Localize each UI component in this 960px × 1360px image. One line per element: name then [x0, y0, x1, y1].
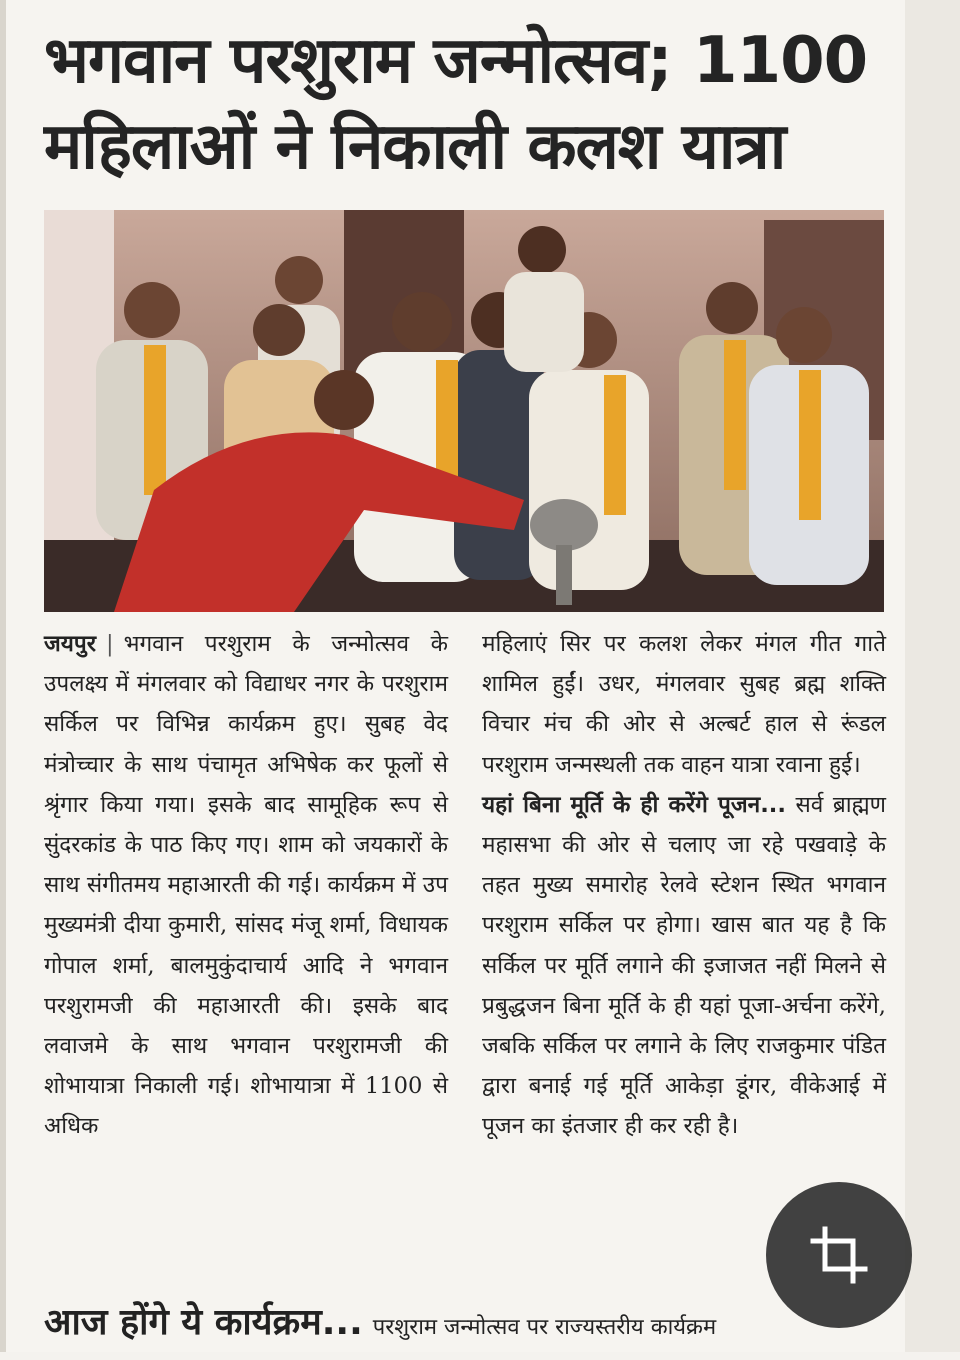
column-1-text: भगवान परशुराम के जन्मोत्सव के उपलक्ष्य में मंगलवार को विद्याधर नगर के परशुराम सर्किल पर विभिन्न कार्यक्रम हुए। सुबह वेद मंत्रोच्चार के साथ पंचामृत अभिषेक कर फूलों से श्रृंगार किया गया। इसके बाद सामूहिक रूप से सुंदरकांड के पाठ किए गए। शाम को जयकारों के साथ संगीतमय महाआरती की गई। कार्यक्रम में उप मुख्यमंत्री दीया कुमारी, सांसद मंजू शर्मा, विधायक गोपाल शर्मा, बालमुकुंदाचार्य आदि ने भगवान परशुरामजी की महाआरती की। इसके बाद लवाजमे के साथ भगवान परशुरामजी की शोभायात्रा निकाली गई। शोभायात्रा में 1100 से अधिक	[44, 631, 448, 1140]
today-programs-line	[44, 1296, 904, 1345]
headline	[44, 18, 894, 190]
crop-button[interactable]	[766, 1182, 912, 1328]
adjacent-page-strip	[905, 0, 960, 1352]
today-programs-heading: आज होंगे ये कार्यक्रम...	[44, 1302, 363, 1343]
page-edge	[0, 0, 6, 1352]
subheading: यहां बिना मूर्ति के ही करेंगे पूजन...	[482, 791, 786, 818]
dateline-separator: |	[105, 631, 114, 657]
dateline: जयपुर	[44, 631, 96, 657]
today-programs-text: परशुराम जन्मोत्सव पर राज्यस्तरीय कार्यक्रम	[372, 1315, 717, 1340]
headline-line-1: भगवान परशुराम जन्मोत्सव; 1100	[44, 24, 868, 98]
column-2-paragraph-2: सर्व ब्राह्मण महासभा की ओर से चलाए जा रहे पखवाड़े के तहत मुख्य समारोह रेलवे स्टेशन स्थित भगवान परशुराम सर्किल पर होगा। खास बात यह है कि सर्किल पर मूर्ति लगाने की इजाजत नहीं मिलने से प्रबुद्धजन बिना मूर्ति के ही यहां पूजा-अर्चना करेंगे, जबकि सर्किल पर लगाने के लिए राजकुमार पंडित द्वारा बनाई गई मूर्ति आकेड़ा डूंगर, वीकेआई में पूजन का इंतजार ही कर रही है।	[482, 791, 887, 1140]
article-column-2	[482, 624, 886, 1147]
news-photo	[44, 210, 884, 612]
headline-line-2: महिलाओं ने निकाली कलश यात्रा	[44, 110, 786, 184]
crop-icon	[809, 1225, 869, 1285]
column-2-paragraph-1: महिलाएं सिर पर कलश लेकर मंगल गीत गाते शामिल हुईं। उधर, मंगलवार सुबह ब्रह्म शक्ति विचार मंच की ओर से अल्बर्ट हाल से रूंडल परशुराम जन्मस्थली तक वाहन यात्रा रवाना हुई।	[482, 631, 886, 778]
article-column-1	[44, 624, 448, 1147]
